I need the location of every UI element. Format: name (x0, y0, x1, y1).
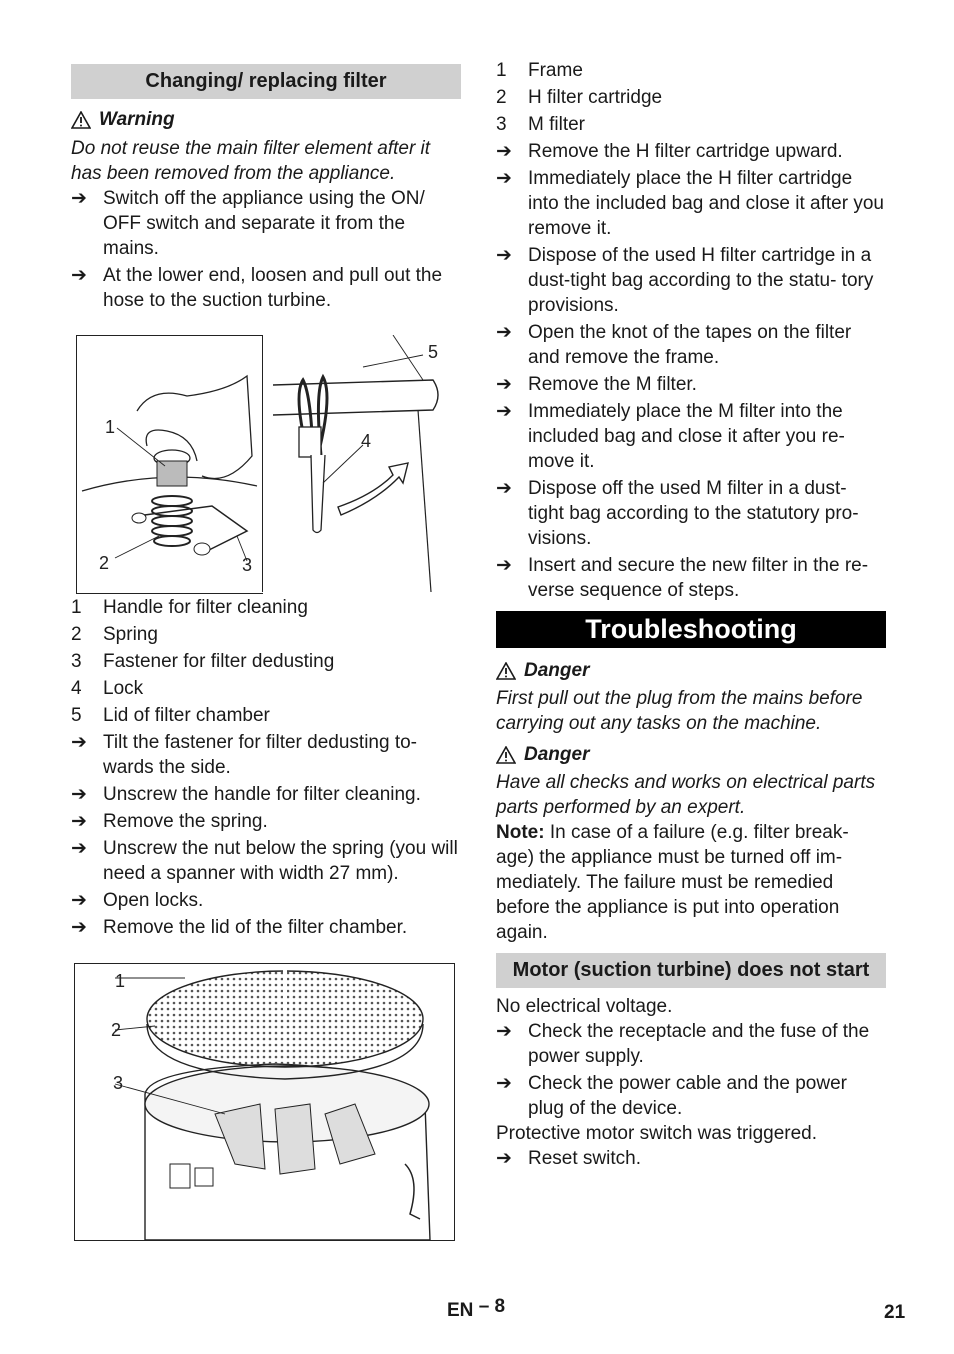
step-item: ➔ Switch off the appliance using the ON/ OFF switch and separate it from the mains. (71, 188, 425, 259)
step-item: ➔ Immediately place the H filter cartridge into the included bag and close it after you remove it. (496, 168, 884, 239)
step-item: ➔ Remove the lid of the filter chamber. (71, 917, 408, 938)
callout-3: 3 (113, 1073, 124, 1093)
callout-4: 4 (361, 431, 372, 451)
step-item: ➔ At the lower end, loosen and pull out the hose to the suction turbine. (71, 265, 443, 311)
warning-triangle-icon (496, 662, 516, 680)
callout-1: 1 (115, 971, 126, 991)
filter-chamber-illustration (75, 964, 454, 1240)
step-item: ➔ Remove the H filter cartridge upward. (496, 141, 843, 162)
callout-5: 5 (428, 342, 439, 362)
arrow-right-icon: ➔ (496, 401, 512, 422)
legend-item: 3 M filter (496, 114, 585, 135)
callout-3: 3 (242, 555, 253, 575)
warning-triangle-icon (71, 111, 91, 129)
danger-heading (496, 658, 886, 683)
arrow-right-icon: ➔ (71, 188, 87, 209)
note-text: In case of a failure (e.g. filter break- age) the appliance must be turned off im- mediately. The failure must be remedied before the appliance is put into operation again. (496, 822, 849, 943)
step-item: ➔ Open locks. (71, 890, 204, 911)
danger-label: Danger (524, 660, 590, 681)
legend-item: 1 Handle for filter cleaning (71, 597, 308, 618)
step-item: ➔ Unscrew the handle for filter cleaning. (71, 784, 421, 805)
warning-label: Warning (99, 109, 175, 130)
danger-text: Have all checks and works on electrical parts parts performed by an expert. (496, 772, 876, 818)
arrow-right-icon: ➔ (496, 1021, 512, 1042)
warning-heading (71, 107, 461, 132)
danger-text: First pull out the plug from the mains before carrying out any tasks on the machine. (496, 688, 863, 734)
figure-lid-lock (262, 335, 451, 592)
cause-text: No electrical voltage. (496, 996, 673, 1017)
arrow-right-icon: ➔ (496, 168, 512, 189)
arrow-right-icon: ➔ (496, 1148, 512, 1169)
legend-item: 5 Lid of filter chamber (71, 705, 270, 726)
legend-item: 4 Lock (71, 678, 144, 699)
right-column (496, 58, 886, 1171)
section-title-changing-filter: Changing/ replacing filter (71, 64, 461, 99)
arrow-right-icon: ➔ (496, 245, 512, 266)
arrow-right-icon: ➔ (496, 141, 512, 162)
troubleshooting-heading: Troubleshooting (496, 611, 886, 648)
legend-item: 2 H filter cartridge (496, 87, 663, 108)
step-item: ➔ Tilt the fastener for filter dedusting to- wards the side. (71, 732, 418, 778)
step-item: ➔ Remove the M filter. (496, 374, 697, 395)
legend-item: 2 Spring (71, 624, 158, 645)
callout-1: 1 (105, 417, 116, 437)
page-number: 21 (884, 1302, 906, 1323)
note-paragraph (496, 820, 886, 945)
arrow-right-icon: ➔ (71, 732, 87, 753)
motor-heading: Motor (suction turbine) does not start (496, 953, 886, 988)
arrow-right-icon: ➔ (496, 555, 512, 576)
footer-section-label: EN – 8 (447, 1296, 506, 1321)
arrow-right-icon: ➔ (71, 917, 87, 938)
step-item: ➔ Unscrew the nut below the spring (you will need a spanner with width 27 mm). (71, 838, 458, 884)
arrow-right-icon: ➔ (496, 374, 512, 395)
step-item: ➔ Check the power cable and the power plug of the device. (496, 1073, 847, 1119)
step-item: ➔ Open the knot of the tapes on the filter and remove the frame. (496, 322, 852, 368)
note-label: Note: (496, 822, 545, 843)
cause-text: Protective motor switch was triggered. (496, 1123, 818, 1144)
figure-filter-handle (76, 335, 263, 594)
figure-filter-chamber (74, 963, 455, 1241)
arrow-right-icon: ➔ (496, 478, 512, 499)
arrow-right-icon: ➔ (71, 838, 87, 859)
arrow-right-icon: ➔ (71, 265, 87, 286)
callout-2: 2 (99, 553, 110, 573)
step-item: ➔ Check the receptacle and the fuse of the power supply. (496, 1021, 870, 1067)
warning-text: Do not reuse the main filter element after it has been removed from the appliance. (71, 138, 431, 184)
arrow-right-icon: ➔ (496, 1073, 512, 1094)
danger-heading (496, 742, 886, 767)
left-column-lower (71, 595, 461, 940)
legend-item: 1 Frame (496, 60, 583, 81)
legend-item: 3 Fastener for filter dedusting (71, 651, 335, 672)
step-item: ➔ Remove the spring. (71, 811, 268, 832)
step-item: ➔ Reset switch. (496, 1148, 641, 1169)
arrow-right-icon: ➔ (496, 322, 512, 343)
arrow-right-icon: ➔ (71, 784, 87, 805)
step-item: ➔ Immediately place the M filter into the included bag and close it after you re- move it. (496, 401, 845, 472)
danger-label: Danger (524, 744, 590, 765)
step-item: ➔ Dispose off the used M filter in a dust- tight bag according to the statutory pro- visions. (496, 478, 859, 549)
arrow-right-icon: ➔ (71, 890, 87, 911)
step-item: ➔ Insert and secure the new filter in the re- verse sequence of steps. (496, 555, 869, 601)
lid-lock-illustration (263, 335, 451, 592)
step-item: ➔ Dispose of the used H filter cartridge in a dust-tight bag according to the statu- tory provisions. (496, 245, 874, 316)
warning-triangle-icon (496, 746, 516, 764)
arrow-right-icon: ➔ (71, 811, 87, 832)
left-column (71, 0, 461, 313)
callout-2: 2 (111, 1020, 122, 1040)
